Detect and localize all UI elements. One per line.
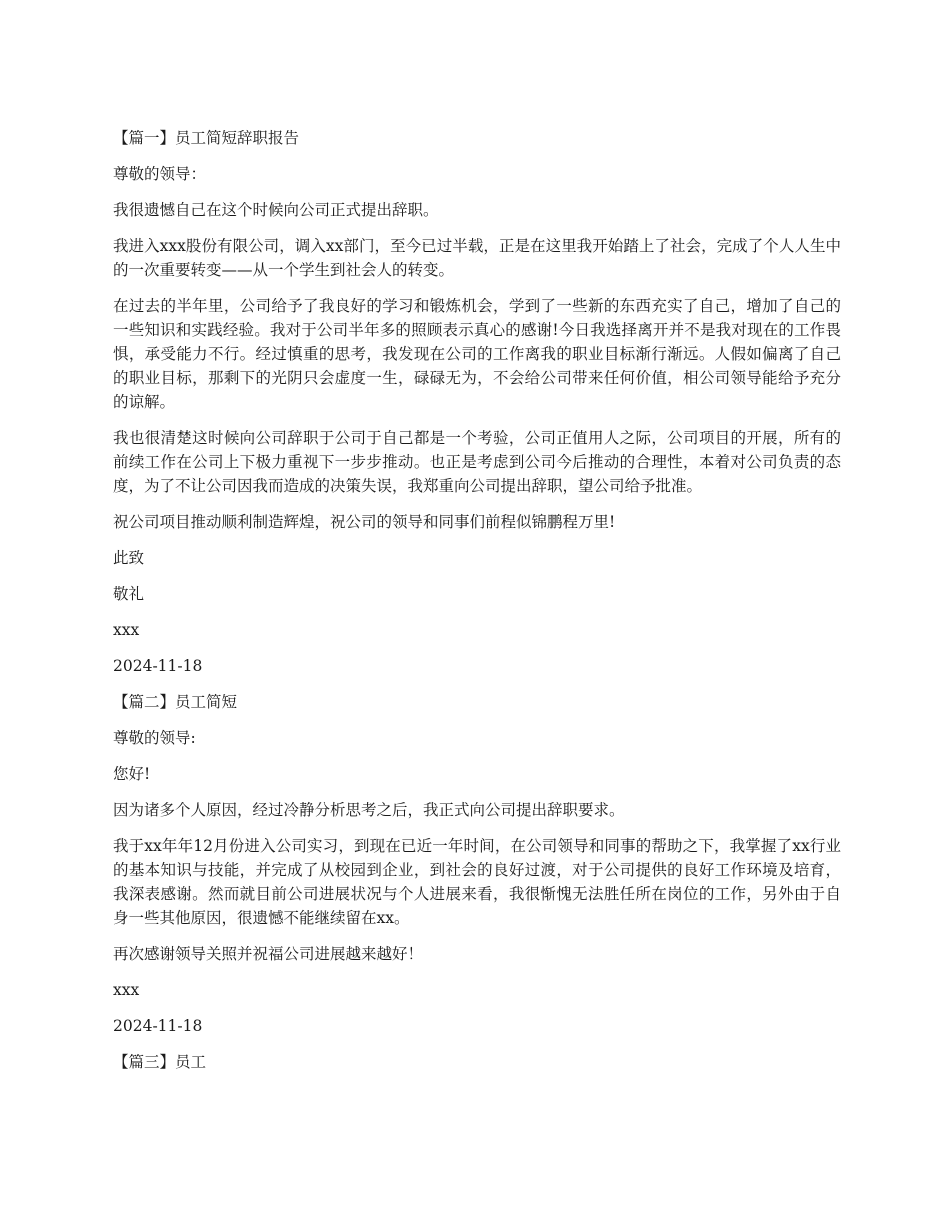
document-body	[113, 126, 841, 1086]
signature-date: 2024-11-18	[113, 1017, 203, 1035]
paragraph: 我于xx年年12月份进入公司实习，到现在已近一年时间，在公司领导和同事的帮助之下，我掌握了xx行业的基本知识与技能，并完成了从校园到企业，到社会的良好过渡，对于公司提供的良好工作环境及培育，我深表感谢。然而就目前公司进展状况与个人进展来看，我很惭愧无法胜任所在岗位的工作，另外由于自身一些其他原因，很遗憾不能继续留在xx。	[113, 837, 841, 927]
paragraph: 我进入xxx股份有限公司，调入xx部门，至今已过半载，正是在这里我开始踏上了社会，完成了个人人生中的一次重要转变——从一个学生到社会人的转变。	[113, 237, 841, 279]
signature-date: 2024-11-18	[113, 657, 203, 675]
salutation: 尊敬的领导:	[113, 729, 196, 747]
paragraph: 在过去的半年里，公司给予了我良好的学习和锻炼机会，学到了一些新的东西充实了自己，增加了自己的一些知识和实践经验。我对于公司半年多的照顾表示真心的感谢!今日我选择离开并不是我对现在的工作畏惧，承受能力不行。经过慎重的思考，我发现在公司的工作离我的职业目标渐行渐远。人假如偏离了自己的职业目标，那剩下的光阴只会虚度一生，碌碌无为，不会给公司带来任何价值，相公司领导能给予充分的谅解。	[113, 297, 841, 411]
section-heading: 【篇二】员工简短	[113, 693, 238, 711]
section-heading: 【篇三】员工	[113, 1053, 207, 1071]
closing-line: 此致	[113, 549, 145, 567]
signature-name: xxx	[113, 981, 140, 999]
salutation: 尊敬的领导：	[113, 165, 207, 183]
paragraph: 祝公司项目推动顺利制造辉煌，祝公司的领导和同事们前程似锦鹏程万里!	[113, 513, 616, 531]
closing-line: 敬礼	[113, 585, 145, 603]
paragraph: 再次感谢领导关照并祝福公司进展越来越好！	[113, 945, 424, 963]
signature-name: xxx	[113, 621, 140, 639]
paragraph: 因为诸多个人原因，经过冷静分析思考之后，我正式向公司提出辞职要求。	[113, 801, 625, 819]
section-heading: 【篇一】员工简短辞职报告	[113, 129, 300, 147]
paragraph: 我也很清楚这时候向公司辞职于公司于自己都是一个考验，公司正值用人之际，公司项目的开展，所有的前续工作在公司上下极力重视下一步步推动。也正是考虑到公司今后推动的合理性，本着对公司负责的态度，为了不让公司因我而造成的决策失误，我郑重向公司提出辞职，望公司给予批准。	[113, 429, 841, 495]
greeting: 您好!	[113, 765, 151, 783]
paragraph: 我很遗憾自己在这个时候向公司正式提出辞职。	[113, 201, 439, 219]
